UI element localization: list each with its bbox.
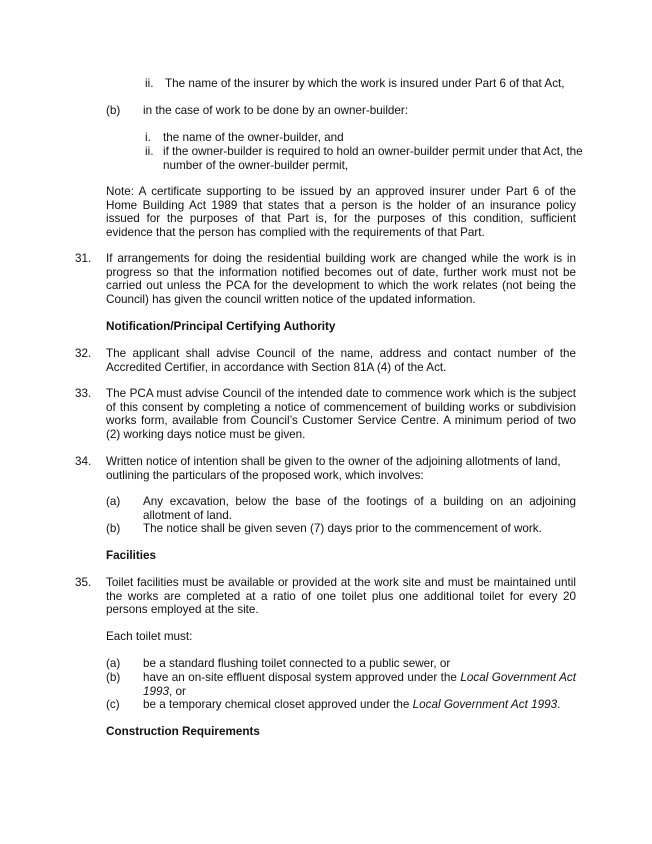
list-marker: ii. (145, 145, 154, 158)
list-marker: i. (145, 131, 151, 144)
clause-text: The PCA must advise Council of the intended date to commence work which is the subject of this consent by completing a notice of commencement of building works or subdivision works form, available from Council’s Customer Service Centre. A minimum period of two (2) working days notice must be given. (106, 387, 576, 441)
list-item-text: in the case of work to be done by an owner-builder: (143, 104, 409, 117)
clause-number: 31. (75, 252, 92, 265)
note-paragraph: Note: A certificate supporting to be issued by an approved insurer under Part 6 of the Home Building Act 1989 that states that a person is the holder of an insurance policy issued for the purposes of that Part is, for the purposes of this condition, sufficient evidence that the person has complied with the requirements of that Part. (106, 185, 576, 239)
list-item-text: The name of the insurer by which the work is insured under Part 6 of that Act, (165, 77, 565, 90)
paragraph: Each toilet must: (106, 630, 193, 643)
section-heading: Notification/Principal Certifying Authority (106, 320, 336, 333)
list-marker: (a) (106, 657, 121, 670)
clause-text: The applicant shall advise Council of the name, address and contact number of the Accredited Certifier, in accordance with Section 81A (4) of the Act. (106, 347, 576, 374)
list-item-text: Any excavation, below the base of the footings of a building on an adjoining allotment of land. (143, 495, 576, 522)
list-marker: ii. (145, 77, 154, 90)
list-item-text: if the owner-builder is required to hold an owner-builder permit under that Act, the number of the owner-builder permit, (163, 145, 583, 172)
list-marker: (b) (106, 522, 121, 535)
list-item-text: the name of the owner-builder, and (163, 131, 344, 144)
section-heading: Construction Requirements (106, 725, 260, 738)
list-item-text: be a standard flushing toilet connected to a public sewer, or (143, 657, 451, 670)
clause-number: 35. (75, 576, 92, 589)
list-marker: (b) (106, 104, 121, 117)
list-item-text: The notice shall be given seven (7) days prior to the commencement of work. (143, 522, 542, 535)
clause-number: 34. (75, 455, 92, 468)
list-marker: (c) (106, 698, 120, 711)
list-item-text: be a temporary chemical closet approved under the Local Government Act 1993. (143, 698, 561, 711)
clause-number: 33. (75, 387, 92, 400)
section-heading: Facilities (106, 549, 157, 562)
clause-text: Toilet facilities must be available or provided at the work site and must be maintained until the works are completed at a ratio of one toilet plus one additional toilet for every 20 persons employed at the site. (106, 576, 576, 617)
clause-text: If arrangements for doing the residential building work are changed while the work is in progress so that the information notified becomes out of date, further work must not be carried out unless the PCA for the development to which the work relates (not being the Council) has given the council written notice of the updated information. (106, 252, 576, 306)
clause-text: Written notice of intention shall be given to the owner of the adjoining allotments of land, outlining the particulars of the proposed work, which involves: (106, 455, 561, 482)
list-item-text: have an on-site effluent disposal system approved under the Local Government Act 1993, or (143, 671, 576, 698)
list-marker: (b) (106, 671, 121, 684)
list-marker: (a) (106, 495, 121, 508)
clause-number: 32. (75, 347, 92, 360)
